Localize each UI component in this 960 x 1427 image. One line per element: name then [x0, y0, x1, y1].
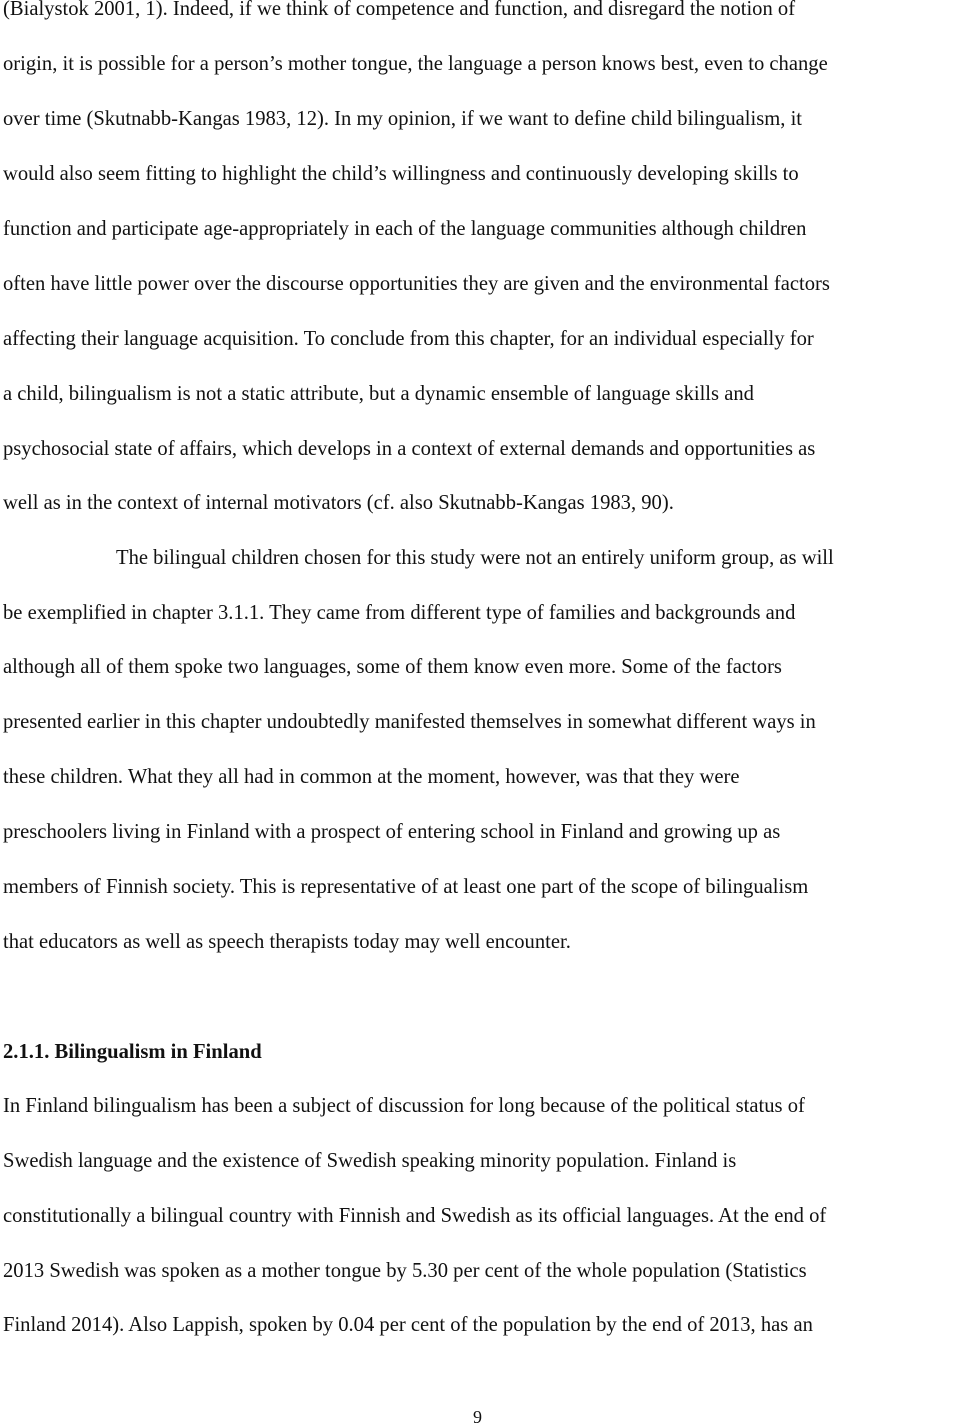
paragraph-line: Swedish language and the existence of Swedish speaking minority population. Finland is: [3, 1150, 737, 1172]
paragraph-line: psychosocial state of affairs, which develops in a context of external demands and opportunities as: [3, 438, 816, 460]
paragraph-line: that educators as well as speech therapists today may well encounter.: [3, 931, 571, 953]
paragraph-line: be exemplified in chapter 3.1.1. They came from different type of families and backgrounds and: [3, 602, 796, 624]
section-heading: 2.1.1. Bilingualism in Finland: [3, 1041, 262, 1063]
paragraph-line: would also seem fitting to highlight the child’s willingness and continuously developing skills to: [3, 163, 799, 185]
paragraph-line: over time (Skutnabb-Kangas 1983, 12). In my opinion, if we want to define child bilingualism, it: [3, 108, 803, 130]
paragraph-line: although all of them spoke two languages, some of them know even more. Some of the factors: [3, 656, 782, 678]
paragraph-line: members of Finnish society. This is representative of at least one part of the scope of bilingualism: [3, 876, 809, 898]
paragraph-line: well as in the context of internal motivators (cf. also Skutnabb-Kangas 1983, 90).: [3, 492, 674, 514]
paragraph-line: In Finland bilingualism has been a subject of discussion for long because of the political status of: [3, 1095, 805, 1117]
paragraph-line: 2013 Swedish was spoken as a mother tongue by 5.30 per cent of the whole population (Statistics: [3, 1260, 807, 1282]
paragraph-line: a child, bilingualism is not a static attribute, but a dynamic ensemble of language skills and: [3, 383, 754, 405]
paragraph-line: constitutionally a bilingual country with Finnish and Swedish as its official languages. At the end of: [3, 1205, 827, 1227]
paragraph-line: Finland 2014). Also Lappish, spoken by 0.04 per cent of the population by the end of 2013, has an: [3, 1314, 813, 1336]
paragraph-line: origin, it is possible for a person’s mother tongue, the language a person knows best, even to change: [3, 53, 828, 75]
page-number: 9: [473, 1407, 482, 1427]
paragraph-line: The bilingual children chosen for this study were not an entirely uniform group, as will: [116, 547, 834, 569]
paragraph-line: affecting their language acquisition. To conclude from this chapter, for an individual especially for: [3, 328, 814, 350]
paragraph-line: preschoolers living in Finland with a prospect of entering school in Finland and growing up as: [3, 821, 781, 843]
paragraph-line: (Bialystok 2001, 1). Indeed, if we think of competence and function, and disregard the notion of: [3, 0, 796, 20]
paragraph-line: often have little power over the discourse opportunities they are given and the environmental factors: [3, 273, 830, 295]
paragraph-line: these children. What they all had in common at the moment, however, was that they were: [3, 766, 740, 788]
paragraph-line: presented earlier in this chapter undoubtedly manifested themselves in somewhat different ways in: [3, 711, 816, 733]
paragraph-line: function and participate age-appropriately in each of the language communities although children: [3, 218, 807, 240]
